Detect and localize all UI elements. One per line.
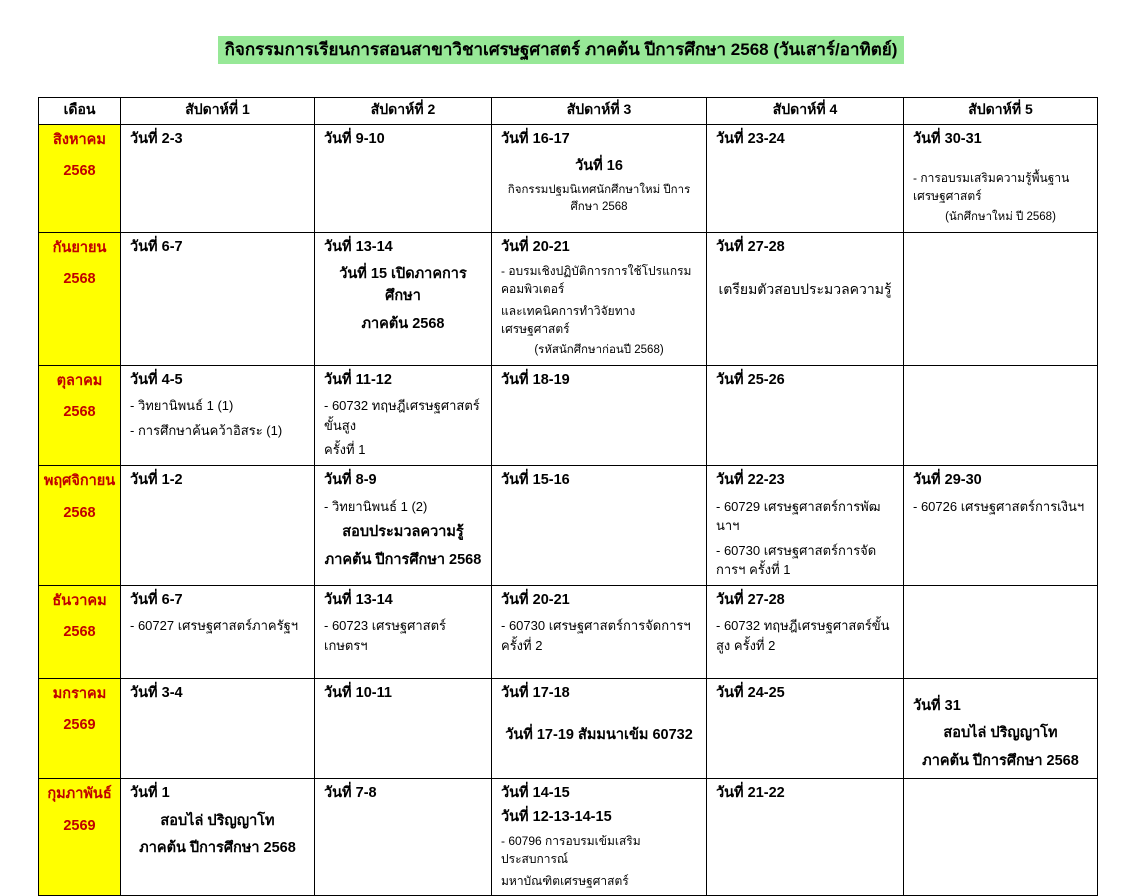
- month-name: มกราคม: [40, 684, 119, 706]
- date-label: วันที่ 12-13-14-15: [501, 807, 697, 829]
- activity-text: - อบรมเชิงปฏิบัติการการใช้โปรแกรมคอมพิวเตอร์: [501, 262, 697, 298]
- activity-text: - 60796 การอบรมเข้มเสริมประสบการณ์: [501, 832, 697, 868]
- table-row: [39, 678, 1098, 778]
- date-label: วันที่ 21-22: [716, 783, 894, 805]
- week-cell: [707, 585, 904, 678]
- date-label: วันที่ 16-17: [501, 129, 697, 151]
- date-label: วันที่ 3-4: [130, 683, 305, 705]
- column-header: สัปดาห์ที่ 3: [492, 97, 707, 124]
- month-year: 2569: [40, 715, 119, 737]
- activity-text: - 60730 เศรษฐศาสตร์การจัดการฯ ครั้งที่ 1: [716, 541, 894, 580]
- week-cell: [904, 232, 1098, 365]
- activity-text: สอบไล่ ปริญญาโท: [130, 811, 305, 833]
- date-label: วันที่ 17-18: [501, 683, 697, 705]
- activity-text: วันที่ 15 เปิดภาคการศึกษา: [324, 264, 482, 308]
- date-label: วันที่ 13-14: [324, 590, 482, 612]
- activity-text: ภาคต้น ปีการศึกษา 2568: [324, 550, 482, 572]
- week-cell: [707, 678, 904, 778]
- month-cell: [39, 465, 121, 585]
- table-row: [39, 778, 1098, 896]
- month-year: 2568: [40, 269, 119, 291]
- table-row: [39, 124, 1098, 232]
- month-cell: [39, 778, 121, 896]
- date-label: วันที่ 31: [913, 696, 1088, 718]
- date-label: วันที่ 25-26: [716, 370, 894, 392]
- date-label: วันที่ 30-31: [913, 129, 1088, 151]
- month-cell: [39, 585, 121, 678]
- week-cell: [315, 585, 492, 678]
- date-label: วันที่ 4-5: [130, 370, 305, 392]
- month-year: 2568: [40, 622, 119, 644]
- month-name: กุมภาพันธ์: [40, 784, 119, 806]
- week-cell: [492, 678, 707, 778]
- week-cell: [315, 778, 492, 896]
- date-label: วันที่ 8-9: [324, 470, 482, 492]
- column-header: สัปดาห์ที่ 1: [121, 97, 315, 124]
- activity-text: สอบไล่ ปริญญาโท: [913, 723, 1088, 745]
- date-label: วันที่ 6-7: [130, 237, 305, 259]
- month-cell: [39, 365, 121, 465]
- week-cell: [121, 778, 315, 896]
- spacer: [913, 152, 1088, 165]
- activity-text: ครั้งที่ 1: [324, 440, 482, 460]
- activity-text: - การศึกษาค้นคว้าอิสระ (1): [130, 421, 305, 441]
- week-cell: [904, 778, 1098, 896]
- table-row: [39, 232, 1098, 365]
- header-row: [39, 97, 1098, 124]
- date-label: วันที่ 1-2: [130, 470, 305, 492]
- month-name: กันยายน: [40, 238, 119, 260]
- month-year: 2568: [40, 503, 119, 525]
- date-label: วันที่ 29-30: [913, 470, 1088, 492]
- activity-text: - 60730 เศรษฐศาสตร์การจัดการฯ ครั้งที่ 2: [501, 616, 697, 655]
- week-cell: [121, 585, 315, 678]
- date-label: วันที่ 22-23: [716, 470, 894, 492]
- month-name: ตุลาคม: [40, 371, 119, 393]
- week-cell: [904, 678, 1098, 778]
- week-cell: [492, 778, 707, 896]
- date-label: วันที่ 10-11: [324, 683, 482, 705]
- activity-text: - 60732 ทฤษฎีเศรษฐศาสตร์ขั้นสูง ครั้งที่ 2: [716, 616, 894, 655]
- month-name: พฤศจิกายน: [40, 471, 119, 493]
- schedule-table-body: [39, 124, 1098, 896]
- week-cell: [121, 232, 315, 365]
- date-label: วันที่ 9-10: [324, 129, 482, 151]
- month-year: 2568: [40, 402, 119, 424]
- column-header: สัปดาห์ที่ 4: [707, 97, 904, 124]
- activity-text: ภาคต้น 2568: [324, 314, 482, 336]
- date-label: วันที่ 27-28: [716, 237, 894, 259]
- activity-text: - การอบรมเสริมความรู้พื้นฐานเศรษฐศาสตร์: [913, 169, 1088, 205]
- month-year: 2568: [40, 161, 119, 183]
- activity-text: กิจกรรมปฐมนิเทศนักศึกษาใหม่ ปีการศึกษา 2568: [501, 182, 697, 217]
- week-cell: [315, 365, 492, 465]
- date-label: วันที่ 11-12: [324, 370, 482, 392]
- activity-text: วันที่ 16: [501, 156, 697, 178]
- column-header: เดือน: [39, 97, 121, 124]
- week-cell: [315, 678, 492, 778]
- week-cell: [904, 365, 1098, 465]
- week-cell: [707, 365, 904, 465]
- month-name: สิงหาคม: [40, 130, 119, 152]
- week-cell: [904, 465, 1098, 585]
- activity-text: เตรียมตัวสอบประมวลความรู้: [716, 279, 894, 300]
- activity-text: และเทคนิคการทำวิจัยทางเศรษฐศาสตร์: [501, 302, 697, 338]
- spacer: [716, 260, 894, 273]
- week-cell: [707, 778, 904, 896]
- week-cell: [707, 124, 904, 232]
- activity-text: วันที่ 17-19 สัมมนาเข้ม 60732: [501, 725, 697, 747]
- month-name: ธันวาคม: [40, 591, 119, 613]
- week-cell: [707, 465, 904, 585]
- spacer: [501, 706, 697, 719]
- month-cell: [39, 232, 121, 365]
- date-label: วันที่ 6-7: [130, 590, 305, 612]
- week-cell: [121, 678, 315, 778]
- week-cell: [315, 124, 492, 232]
- activity-text: - 60723 เศรษฐศาสตร์เกษตรฯ: [324, 616, 482, 655]
- date-label: วันที่ 18-19: [501, 370, 697, 392]
- schedule-table: [38, 97, 1098, 896]
- date-label: วันที่ 20-21: [501, 590, 697, 612]
- activity-text: - 60732 ทฤษฎีเศรษฐศาสตร์ขั้นสูง: [324, 396, 482, 435]
- activity-text: - วิทยานิพนธ์ 1 (1): [130, 396, 305, 416]
- month-year: 2569: [40, 816, 119, 838]
- column-header: สัปดาห์ที่ 5: [904, 97, 1098, 124]
- activity-text: - วิทยานิพนธ์ 1 (2): [324, 497, 482, 517]
- activity-text: - 60729 เศรษฐศาสตร์การพัฒนาฯ: [716, 497, 894, 536]
- week-cell: [492, 585, 707, 678]
- date-label: วันที่ 13-14: [324, 237, 482, 259]
- week-cell: [492, 232, 707, 365]
- spacer: [913, 682, 1088, 695]
- month-cell: [39, 124, 121, 232]
- week-cell: [121, 124, 315, 232]
- week-cell: [492, 365, 707, 465]
- date-label: วันที่ 20-21: [501, 237, 697, 259]
- week-cell: [121, 365, 315, 465]
- month-cell: [39, 678, 121, 778]
- activity-text: ภาคต้น ปีการศึกษา 2568: [913, 751, 1088, 773]
- week-cell: [904, 585, 1098, 678]
- week-cell: [904, 124, 1098, 232]
- date-label: วันที่ 23-24: [716, 129, 894, 151]
- date-label: วันที่ 27-28: [716, 590, 894, 612]
- activity-text: (รหัสนักศึกษาก่อนปี 2568): [501, 342, 697, 359]
- page-title: กิจกรรมการเรียนการสอนสาขาวิชาเศรษฐศาสตร์ ภาคต้น ปีการศึกษา 2568 (วันเสาร์/อาทิตย์): [218, 36, 905, 64]
- week-cell: [492, 465, 707, 585]
- week-cell: [315, 465, 492, 585]
- activity-text: มหาบัณฑิตเศรษฐศาสตร์: [501, 872, 697, 890]
- title-bar: [0, 0, 1122, 64]
- week-cell: [315, 232, 492, 365]
- column-header: สัปดาห์ที่ 2: [315, 97, 492, 124]
- date-label: วันที่ 1: [130, 783, 305, 805]
- week-cell: [707, 232, 904, 365]
- week-cell: [121, 465, 315, 585]
- date-label: วันที่ 2-3: [130, 129, 305, 151]
- activity-text: ภาคต้น ปีการศึกษา 2568: [130, 838, 305, 860]
- week-cell: [492, 124, 707, 232]
- date-label: วันที่ 7-8: [324, 783, 482, 805]
- table-row: [39, 465, 1098, 585]
- date-label: วันที่ 14-15: [501, 783, 697, 805]
- date-label: วันที่ 24-25: [716, 683, 894, 705]
- activity-text: - 60726 เศรษฐศาสตร์การเงินฯ: [913, 497, 1088, 517]
- activity-text: สอบประมวลความรู้: [324, 522, 482, 544]
- activity-text: - 60727 เศรษฐศาสตร์ภาครัฐฯ: [130, 616, 305, 636]
- table-row: [39, 585, 1098, 678]
- table-row: [39, 365, 1098, 465]
- activity-text: (นักศึกษาใหม่ ปี 2568): [913, 209, 1088, 226]
- date-label: วันที่ 15-16: [501, 470, 697, 492]
